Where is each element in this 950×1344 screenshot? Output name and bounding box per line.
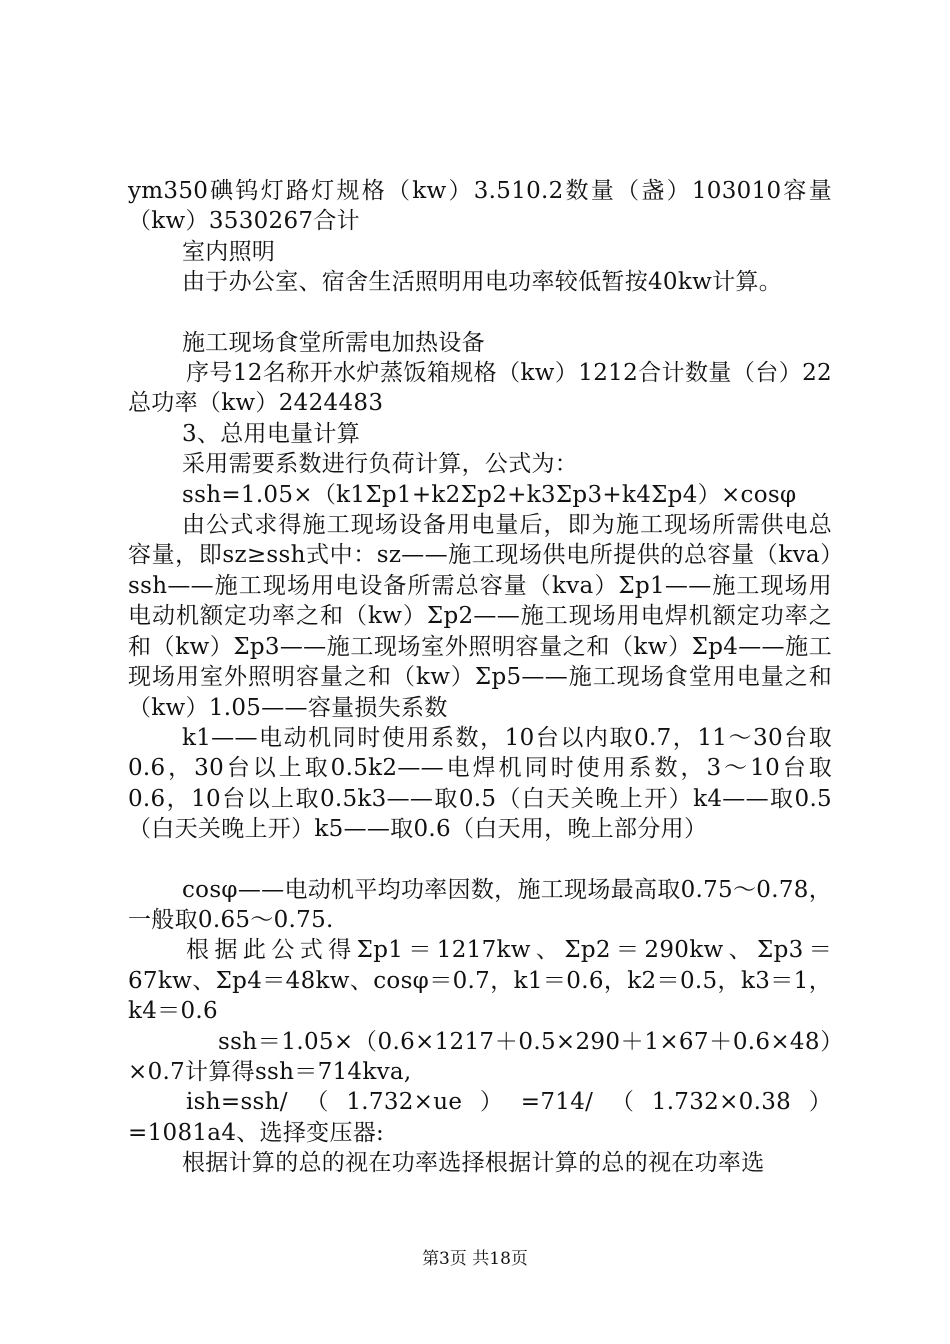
paragraph-street-light-specs: ym350碘钨灯路灯规格（kw）3.510.2数量（盏）103010容量（kw）3530267合计 (128, 178, 832, 235)
formula-ssh-result: ssh＝1.05×（0.6×1217＋0.5×290＋1×67＋0.6×48）×0.7计算得ssh＝714kva, (128, 1028, 832, 1085)
heading-total-power: 3、总用电量计算 (182, 420, 361, 447)
formula-ish-result: ish=ssh/（1.732×ue）=714/（1.732×0.38）=1081a4、选择变压器: (128, 1089, 832, 1146)
heading-indoor-lighting: 室内照明 (182, 238, 276, 265)
paragraph-formula-definitions: 由公式求得施工现场设备用电量后，即为施工现场所需供电总容量，即sz≥ssh式中：sz——施工现场供电所提供的总容量（kva）ssh——施工现场用电设备所需总容量（kva）Σp1——施工现场用电动机额定功率之和（kw）Σp2——施工现场用电焊机额定功率之和（kw）Σp3——施工现场室外照明容量之和（kw）Σp4——施工现场用室外照明容量之和（kw）Σp5——施工现场食堂用电量之和（kw）1.05——容量损失系数 (128, 512, 832, 721)
paragraph-cos-phi: cosφ——电动机平均功率因数，施工现场最高取0.75～0.78，一般取0.65～0.75. (128, 876, 832, 933)
paragraph-canteen-equipment: 序号12名称开水炉蒸饭箱规格（kw）1212合计数量（台）22总功率（kw）2424483 (128, 360, 832, 417)
document-body (128, 176, 832, 1179)
paragraph-coefficients: k1——电动机同时使用系数，10台以内取0.7，11～30台取0.6，30台以上取0.5k2——电焊机同时使用系数，3～10台取0.6，10台以上取0.5k3——取0.5（白天关晚上开）k4——取0.5（白天关晚上开）k5——取0.6（白天用，晚上部分用） (128, 724, 832, 843)
paragraph-office-lighting: 由于办公室、宿舍生活照明用电功率较低暂按40kw计算。 (182, 269, 782, 296)
formula-ssh: ssh=1.05×（k1Σp1+k2Σp2+k3Σp3+k4Σp4）×cosφ (182, 481, 797, 508)
heading-canteen-heating: 施工现场食堂所需电加热设备 (182, 329, 485, 356)
paragraph-formula-intro: 采用需要系数进行负荷计算，公式为： (182, 451, 579, 478)
paragraph-values: 根据此公式得Σp1＝1217kw、Σp2＝290kw、Σp3＝67kw、Σp4＝48kw、cosφ＝0.7，k1＝0.6，k2＝0.5，k3＝1，k4＝0.6 (128, 937, 832, 1025)
paragraph-transformer-selection: 根据计算的总的视在功率选择根据计算的总的视在功率选 (182, 1150, 765, 1177)
page-number-footer: 第3页 共18页 (422, 1249, 528, 1269)
